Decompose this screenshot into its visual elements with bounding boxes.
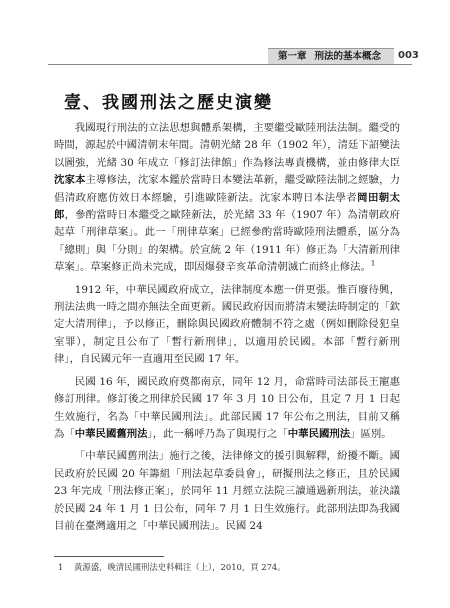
paragraph: [54, 448, 400, 535]
footnote-number: 1: [58, 562, 64, 572]
section-heading: 壹、我國刑法之歷史演變: [64, 93, 273, 113]
highlighted-name: 岡田朝太郎: [54, 191, 401, 222]
highlighted-name: 沈家本: [54, 174, 86, 187]
text-run: 我國現行刑法的立法思想與體系架構，主要繼受歐陸刑法法制。繼受的時間，源起於中國清朝末年間。清朝光緒 28 年（1902 年），清廷下詔變法以圖強，光緒 30 年成立「修訂法律館」作為修法專責機構，並由修律大臣: [54, 122, 400, 169]
footnote-text: 黃源盛，晚清民國刑法史料輯注（上），2010，頁 274。: [74, 562, 286, 572]
text-run: 」區別。: [350, 427, 392, 440]
running-header: [268, 48, 394, 65]
highlighted-term: 中華民國舊刑法: [74, 427, 148, 440]
footnote: [58, 561, 398, 573]
header-divider: [48, 64, 412, 65]
text-run: 1912 年，中華民國政府成立，法律制度本應一併更張。惟百廢待興，刑法法典一時之間亦無法全面更新。國民政府因而將清末變法時制定的「欽定大清刑律」，予以修正，刪除與民國政府體制不符之處（例如刪除侵犯皇室罪），制定且公布了「暫行新刑律」，以適用於民國。本部「暫行新刑律」，自民國元年一直適用至民國 17 年。: [54, 283, 400, 366]
body-text: [54, 120, 400, 540]
highlighted-term: 中華民國刑法: [287, 427, 351, 440]
text-run: 」，此一稱呼乃為了與現行之「: [147, 427, 288, 440]
paragraph: [54, 374, 400, 444]
footnote-divider: [54, 556, 164, 557]
text-run: 主導修法，沈家本鑑於當時日本變法革新，繼受歐陸法制之經驗，力倡清政府應仿效日本經驗，引進歐陸新法。沈家本聘日本法學者: [54, 174, 401, 204]
chapter-title: 刑法的基本概念: [314, 51, 382, 62]
chapter-label: 第一章: [278, 51, 307, 62]
footnote-reference[interactable]: 1: [370, 259, 376, 268]
paragraph: [54, 120, 400, 277]
paragraph: [54, 282, 400, 369]
text-run: ，參酌當時日本繼受之歐陸新法，於光緒 33 年（1907 年）為清朝政府起草「刑律草案」。此一「刑律草案」已經參酌當時歐陸刑法體系，區分為「總則」與「分則」的架構。於宣統 2 年（1911 年）修正為「大清新刑律草案」。草案修正尚未完成，即因爆發辛亥革命清朝滅亡而終止修法。: [54, 209, 400, 274]
page-number: 003: [398, 50, 419, 61]
text-run: 民國 16 年，國民政府奠都南京，同年 12 月，命當時司法部長王寵惠修訂刑律。修訂後之刑律於民國 17 年 3 月 10 日公布，且定 7 月 1 日起生效施行，名為「中華民國刑法」。此部民國 17 年公布之刑法，目前又稱為「: [54, 375, 400, 440]
text-run: 「中華民國舊刑法」施行之後，法律條文的援引與解釋，紛擾不斷。國民政府於民國 20 年籌組「刑法起草委員會」，研擬刑法之修正，且於民國 23 年完成「刑法修正案」，於同年 11 月經立法院三讀通過新刑法，並決議於民國 24 年 1 月 1 日公布，同年 7 月 1 日生效施行。此部刑法即為我國目前在臺灣適用之「中華民國刑法」。民國 24: [54, 450, 400, 532]
